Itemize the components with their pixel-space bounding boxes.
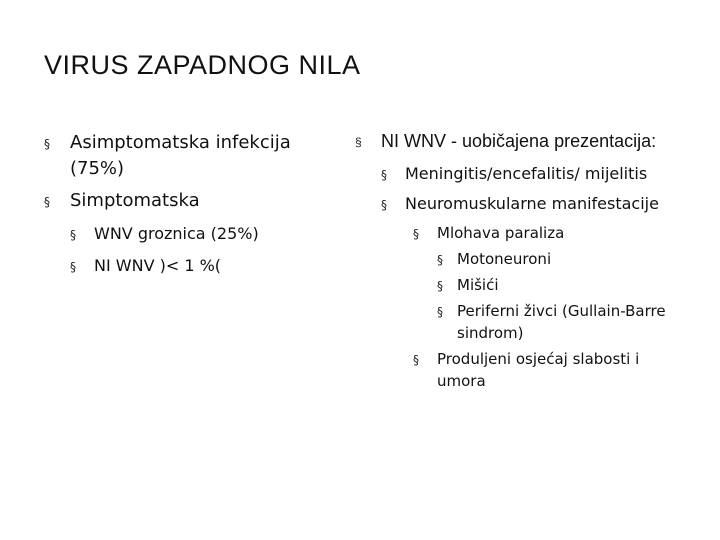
bullet-item-muscles <box>437 274 685 296</box>
bullet-text: NI WNV - uobičajena prezentacija: <box>381 131 657 151</box>
square-bullet-icon: § <box>413 353 419 367</box>
bullet-item-motor-neurons <box>437 248 685 270</box>
square-bullet-icon: § <box>355 135 362 149</box>
left-column <box>44 130 334 286</box>
bullet-item-neuromuscular <box>381 192 685 216</box>
bullet-text: WNV groznica (25%) <box>94 224 259 243</box>
square-bullet-icon: § <box>44 137 50 151</box>
bullet-item-ni-wnv <box>70 254 334 278</box>
neuromuscular-sublist <box>413 222 685 392</box>
square-bullet-icon: § <box>44 195 50 209</box>
square-bullet-icon: § <box>381 168 387 182</box>
bullet-item-flaccid-paralysis <box>413 222 685 244</box>
bullet-item-wnv-fever <box>70 222 334 246</box>
bullet-text: Asimptomatska infekcija (75%) <box>70 132 291 179</box>
bullet-text: NI WNV )< 1 %( <box>94 256 222 275</box>
bullet-item-asymptomatic <box>44 130 334 182</box>
bullet-text: Motoneuroni <box>457 250 552 268</box>
bullet-item-meningitis <box>381 162 685 186</box>
slide-title: VIRUS ZAPADNOG NILA <box>44 50 361 80</box>
square-bullet-icon: § <box>437 305 443 319</box>
bullet-text: Simptomatska <box>70 190 200 211</box>
square-bullet-icon: § <box>437 279 443 293</box>
presentation-sublist <box>381 162 685 392</box>
bullet-text: Periferni živci (Gullain-Barre sindrom) <box>457 302 666 342</box>
square-bullet-icon: § <box>381 198 387 212</box>
square-bullet-icon: § <box>437 253 443 267</box>
bullet-text: Mišići <box>457 276 499 294</box>
square-bullet-icon: § <box>70 228 76 242</box>
bullet-text: Neuromuskularne manifestacije <box>405 194 659 213</box>
bullet-text: Meningitis/encefalitis/ mijelitis <box>405 164 648 183</box>
bullet-item-prolonged-weakness <box>413 348 685 392</box>
bullet-item-peripheral-nerves <box>437 300 685 344</box>
bullet-item-symptomatic <box>44 188 334 214</box>
bullet-item-typical-presentation <box>355 128 685 154</box>
square-bullet-icon: § <box>70 260 76 274</box>
paralysis-sublist <box>437 248 685 344</box>
bullet-text: Produljeni osjećaj slabosti i umora <box>437 350 640 390</box>
bullet-text: Mlohava paraliza <box>437 224 565 242</box>
symptomatic-sublist <box>70 222 334 278</box>
square-bullet-icon: § <box>413 227 419 241</box>
right-column <box>355 128 685 396</box>
